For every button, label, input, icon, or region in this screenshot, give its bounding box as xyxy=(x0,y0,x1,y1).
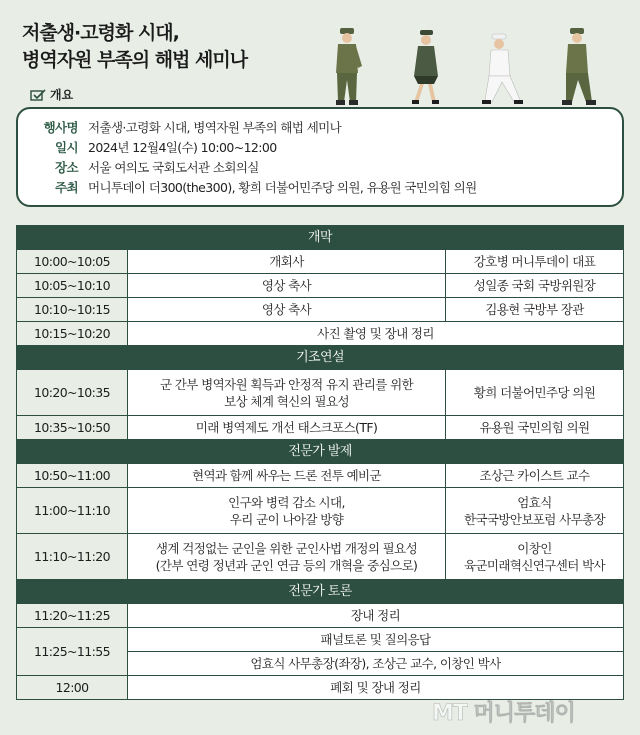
overview-heading-label: 개요 xyxy=(50,88,74,102)
title-line-1: 저출생·고령화 시대, xyxy=(22,22,179,44)
marching-soldiers-illustration xyxy=(322,18,622,110)
section-header-keynote: 기조연설 xyxy=(17,346,624,370)
speaker-cell xyxy=(446,534,624,580)
overview-label: 일시 xyxy=(55,140,78,155)
program-cell: 폐회 및 장내 정리 xyxy=(128,676,624,700)
program-line: 군 간부 병역자원 획득과 안정적 유지 관리를 위한 xyxy=(159,376,414,392)
table-row xyxy=(17,274,624,298)
table-row xyxy=(17,250,624,274)
program-cell: 패널토론 및 질의응답 xyxy=(128,628,624,652)
table-row xyxy=(17,298,624,322)
speaker-cell: 성일종 국회 국방위원장 xyxy=(446,274,624,298)
time-cell: 10:10~10:15 xyxy=(17,298,128,322)
speaker-cell: 황희 더불어민주당 의원 xyxy=(446,370,624,416)
overview-value: 머니투데이 더300(the300), 황희 더불어민주당 의원, 유용원 국민의힘 의원 xyxy=(88,180,477,195)
table-row xyxy=(17,534,624,580)
time-cell: 12:00 xyxy=(17,676,128,700)
overview-box xyxy=(16,107,624,207)
program-cell: 장내 정리 xyxy=(128,604,624,628)
program-line: 보상 체계 혁신의 필요성 xyxy=(224,393,349,409)
time-cell: 11:20~11:25 xyxy=(17,604,128,628)
time-cell: 11:10~11:20 xyxy=(17,534,128,580)
title-line-2: 병역자원 부족의 해법 세미나 xyxy=(22,49,248,71)
time-cell: 11:00~11:10 xyxy=(17,488,128,534)
table-row xyxy=(17,416,624,440)
speaker-name: 엄효식 xyxy=(517,494,552,510)
program-cell: 개회사 xyxy=(128,250,446,274)
speaker-cell: 유용원 국민의힘 의원 xyxy=(446,416,624,440)
program-cell xyxy=(128,488,446,534)
time-cell: 11:25~11:55 xyxy=(17,628,128,676)
speaker-name: 이창인 xyxy=(517,540,552,556)
speaker-cell: 강호병 머니투데이 대표 xyxy=(446,250,624,274)
speaker-title: 육군미래혁신연구센터 박사 xyxy=(463,557,606,573)
program-cell xyxy=(128,534,446,580)
publisher-watermark: MT 머니투데이 xyxy=(432,701,575,726)
time-cell: 10:00~10:05 xyxy=(17,250,128,274)
program-cell: 영상 축사 xyxy=(128,298,446,322)
time-cell: 10:15~10:20 xyxy=(17,322,128,346)
section-header-opening: 개막 xyxy=(17,226,624,250)
time-cell: 10:05~10:10 xyxy=(17,274,128,298)
speaker-title: 한국국방안보포럼 사무총장 xyxy=(463,511,606,527)
overview-row-event xyxy=(18,117,622,137)
overview-label: 장소 xyxy=(55,160,78,175)
speaker-cell xyxy=(446,488,624,534)
program-line: 생계 걱정없는 군인을 위한 군인사법 개정의 필요성 xyxy=(155,540,418,556)
page-title xyxy=(22,20,247,74)
table-row xyxy=(17,322,624,346)
overview-label: 행사명 xyxy=(43,120,78,135)
speaker-cell: 조상근 카이스트 교수 xyxy=(446,464,624,488)
program-cell: 영상 축사 xyxy=(128,274,446,298)
overview-value: 저출생·고령화 시대, 병역자원 부족의 해법 세미나 xyxy=(88,120,342,135)
overview-row-date xyxy=(18,137,622,157)
table-row xyxy=(17,464,624,488)
program-cell: 미래 병역제도 개선 태스크포스(TF) xyxy=(128,416,446,440)
program-cell xyxy=(128,370,446,416)
program-cell: 현역과 함께 싸우는 드론 전투 예비군 xyxy=(128,464,446,488)
table-row xyxy=(17,370,624,416)
overview-row-venue xyxy=(18,157,622,177)
program-line: 인구와 병력 감소 시대, xyxy=(228,494,345,510)
table-row xyxy=(17,488,624,534)
program-line: (간부 연령 정년과 군인 연금 등의 개혁을 중심으로) xyxy=(155,557,418,573)
program-cell: 엄효식 사무총장(좌장), 조상근 교수, 이창인 박사 xyxy=(128,652,624,676)
section-header-discussion: 전문가 토론 xyxy=(17,580,624,604)
overview-value: 2024년 12월4일(수) 10:00~12:00 xyxy=(88,140,277,155)
note-check-icon xyxy=(30,89,46,101)
schedule-table xyxy=(16,225,624,700)
table-row xyxy=(17,604,624,628)
overview-label: 주최 xyxy=(55,180,78,195)
section-header-presentations: 전문가 발제 xyxy=(17,440,624,464)
time-cell: 10:50~11:00 xyxy=(17,464,128,488)
soldier-female-figure xyxy=(412,30,439,104)
soldier-camo-figure-2 xyxy=(562,28,596,105)
soldier-camo-figure xyxy=(336,28,362,105)
soldier-navy-figure xyxy=(482,34,523,104)
overview-value: 서울 여의도 국회도서관 소회의실 xyxy=(88,160,259,175)
program-line: 우리 군이 나아갈 방향 xyxy=(229,511,344,527)
table-row xyxy=(17,628,624,652)
overview-row-host xyxy=(18,177,622,197)
program-cell: 사진 촬영 및 장내 정리 xyxy=(128,322,624,346)
speaker-cell: 김용현 국방부 장관 xyxy=(446,298,624,322)
overview-heading xyxy=(30,86,73,103)
time-cell: 10:20~10:35 xyxy=(17,370,128,416)
time-cell: 10:35~10:50 xyxy=(17,416,128,440)
